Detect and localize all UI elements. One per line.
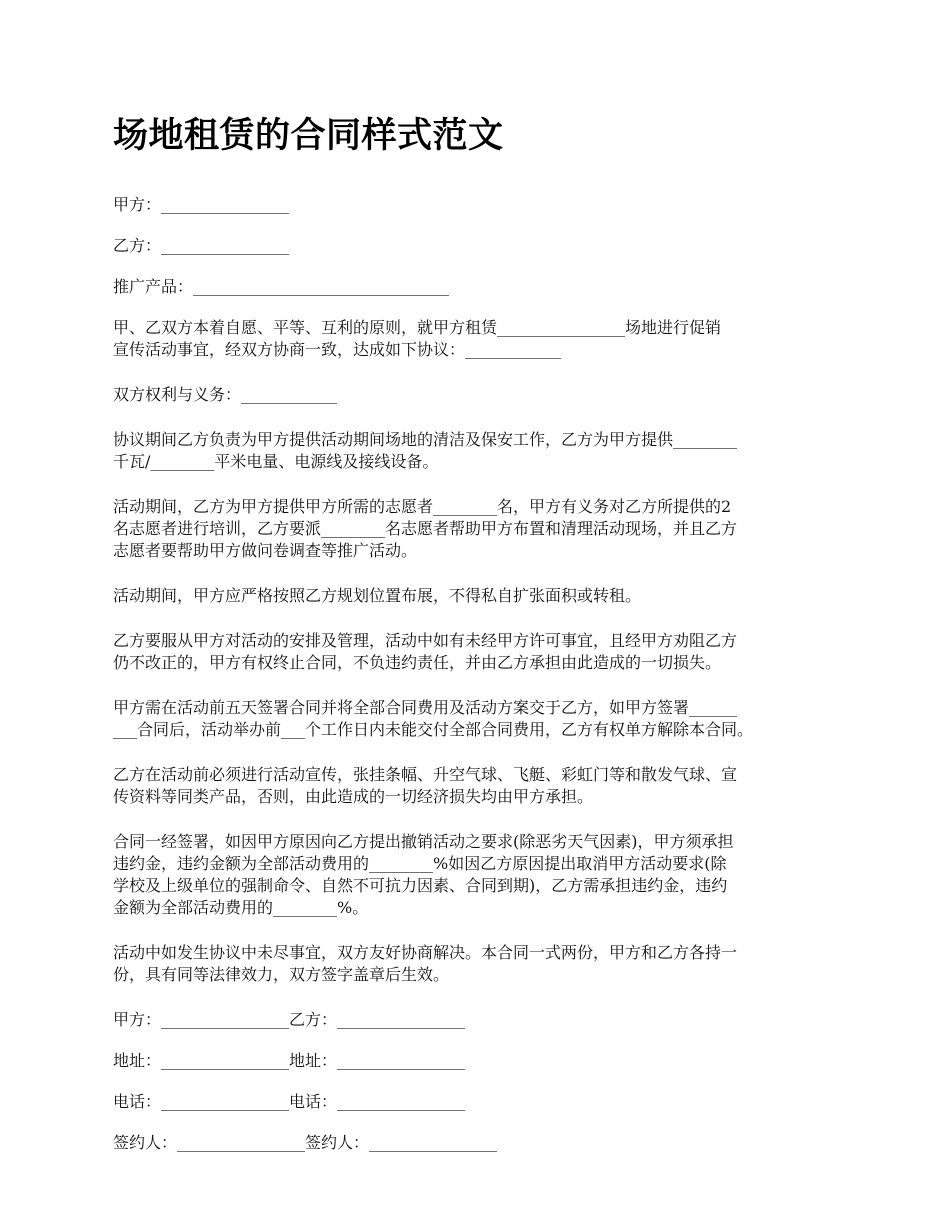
clause-volunteers: 活动期间，乙方为甲方提供甲方所需的志愿者________名，甲方有义务对乙方所提供的2 名志愿者进行培训，乙方要派________名志愿者帮助甲方布置和清理活动现场，并且乙方 志愿者要帮助甲方做问卷调查等推广活动。 [113, 497, 738, 560]
party-b-field [113, 235, 843, 257]
clause-booth-layout: 活动期间，甲方应严格按照乙方规划位置布展，不得私自扩张面积或转租。 [113, 586, 642, 605]
party-a-field [113, 194, 843, 216]
clause-rights-heading: 双方权利与义务：____________ [113, 385, 338, 404]
sig-left-blank: ________________ [161, 1010, 290, 1029]
clause-power-supply: 协议期间乙方负责为甲方提供活动期间场地的清洁及保安工作，乙方为甲方提供________ 千瓦/________平米电量、电源线及接线设备。 [113, 430, 738, 471]
sig-right-blank: ________________ [337, 1010, 466, 1029]
sig-right-blank: ________________ [369, 1133, 498, 1152]
party-b-blank: ________________ [161, 236, 290, 255]
clause-payment: 甲方需在活动前五天签署合同并将全部合同费用及活动方案交于乙方，如甲方签署______ ___合同后，活动举办前___个工作日内未能交付全部合同费用，乙方有权单方解除本合同。 [113, 698, 754, 739]
clause-penalty: 合同一经签署，如因甲方原因向乙方提出撤销活动之要求(除恶劣天气因素)，甲方须承担 违约金，违约金额为全部活动费用的________%如因乙方原因提出取消甲方活动要求(除 学校及上级单位的强制命令、自然不可抗力因素、合同到期)，乙方需承担违约金，违约 金额为全部活动费用的________%。 [113, 832, 734, 917]
clause-management: 乙方要服从甲方对活动的安排及管理，活动中如有未经甲方许可事宜，且经甲方劝阻乙方 仍不改正的，甲方有权终止合同，不负违约责任，并由乙方承担由此造成的一切损失。 [113, 631, 738, 672]
sig-left-blank: ________________ [177, 1133, 306, 1152]
sig-right-label: 电话： [289, 1092, 338, 1111]
clause-intro: 甲、乙双方本着自愿、平等、互利的原则，就甲方租赁________________场地进行促销 宣传活动事宜，经双方协商一致，达成如下协议：____________ [113, 318, 722, 359]
signature-row-signer [113, 1132, 843, 1154]
signature-row-address [113, 1050, 843, 1072]
sig-left-blank: ________________ [161, 1051, 290, 1070]
product-blank: ________________________________ [193, 277, 450, 296]
sig-right-label: 地址： [289, 1051, 338, 1070]
clause-misc: 活动中如发生协议中未尽事宜，双方友好协商解决。本合同一式两份，甲方和乙方各持一 份，具有同等法律效力，双方签字盖章后生效。 [113, 943, 738, 984]
sig-right-blank: ________________ [337, 1051, 466, 1070]
product-field [113, 276, 843, 298]
sig-right-blank: ________________ [337, 1092, 466, 1111]
sig-left-label: 签约人： [113, 1133, 178, 1152]
clause-promotion: 乙方在活动前必须进行活动宣传，张挂条幅、升空气球、飞艇、彩虹门等和散发气球、宣 传资料等同类产品，否则，由此造成的一切经济损失均由甲方承担。 [113, 765, 738, 806]
signature-row-party [113, 1009, 843, 1031]
document-title: 场地租赁的合同样式范文 [113, 116, 504, 156]
product-label: 推广产品： [113, 277, 194, 296]
sig-left-blank: ________________ [161, 1092, 290, 1111]
signature-row-phone [113, 1091, 843, 1113]
party-b-label: 乙方： [113, 236, 162, 255]
sig-left-label: 电话： [113, 1092, 162, 1111]
sig-right-label: 签约人： [305, 1133, 370, 1152]
sig-left-label: 地址： [113, 1051, 162, 1070]
sig-right-label: 乙方： [289, 1010, 338, 1029]
document-page [113, 112, 843, 1173]
party-a-label: 甲方： [113, 195, 162, 214]
party-a-blank: ________________ [161, 195, 290, 214]
sig-left-label: 甲方： [113, 1010, 162, 1029]
